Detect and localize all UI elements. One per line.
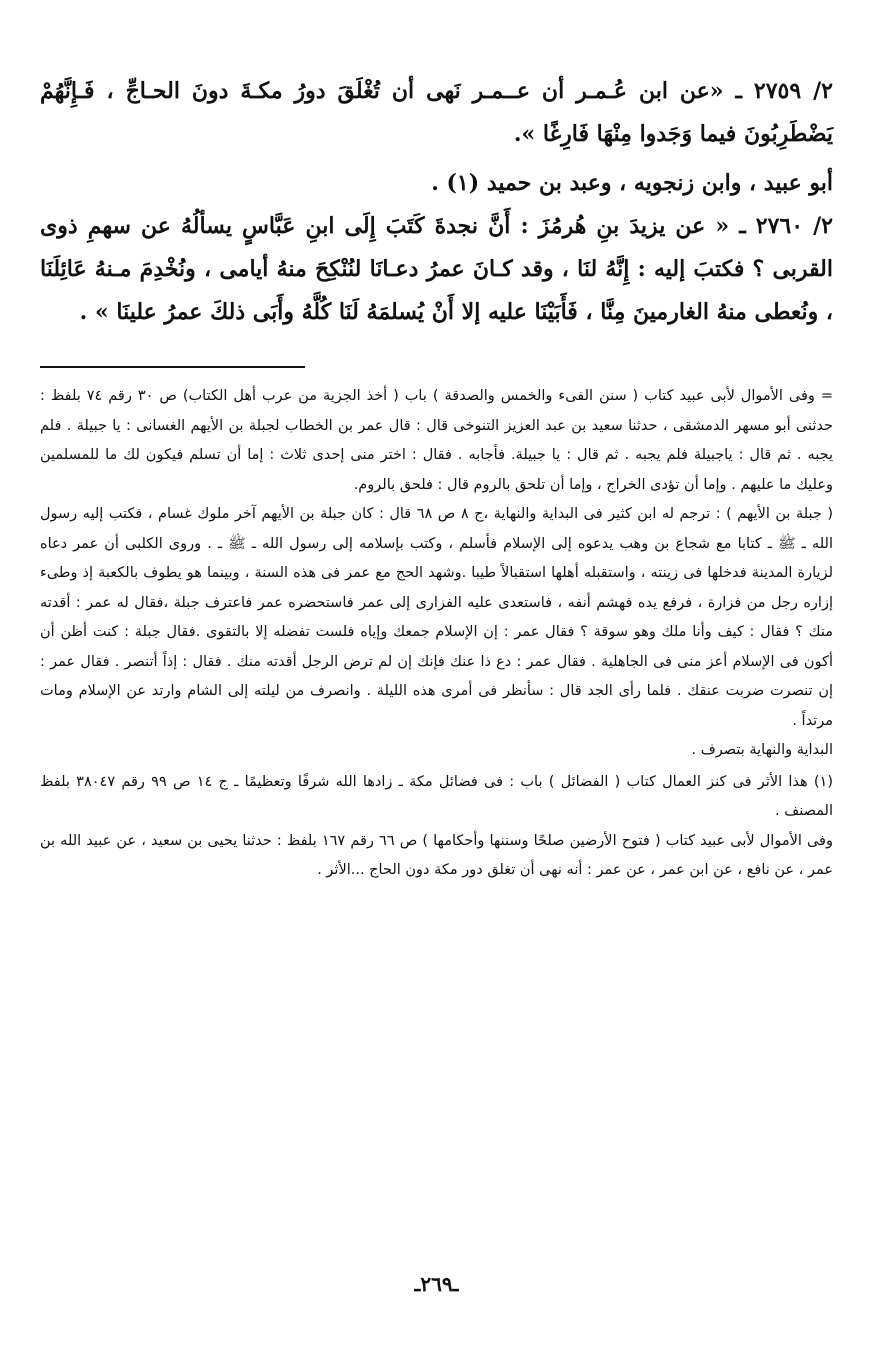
footnote-1-kanz: (١) هذا الأثر فى كنز العمال كتاب ( الفضائل ) باب : فى فضائل مكة ـ زادها الله شرفًا وتعظيمًا ـ ج ١٤ ص ٩٩ رقم ٣٨٠٤٧ بلفظ المصنف . <box>40 773 834 819</box>
footnote-continuation-abu-ubaid: = وفى الأموال لأبى عبيد كتاب ( سنن الفىء والخمس والصدقة ) باب ( أخذ الجزية من عرب أهل الكتاب) ص ٣٠ رقم ٧٤ بلفظ : حدثنى أبو مسهر الدمشقى ، حدثنا سعيد بن عبد العزيز التنوخى قال : قال عمر بن الخطاب لجبلة بن الأيهم الغسانى : يا جبيلة . فلم يجبه . ثم قال : ياجبيلة فلم يجبه . ثم قال : يا جبيلة. فأجابه . فقال : اختر منى إحدى ثلاث : إما أن تسلم فيكون لك ما للمسلمين وعليك ما عليهم . وإما أن تؤدى الخراج ، وإما أن تلحق بالروم قال : فلحق بالروم. <box>40 388 833 493</box>
footnotes <box>40 382 833 886</box>
hadith-2759: ٢/ ٢٧٥٩ ـ «عن ابن عُـمـر أن عــمـر نَهى أن تُغْلَقَ دورُ مكـةَ دونَ الحـاجِّ ، فَـإِنَّهُمْ يَضْطَرِبُونَ فيما وَجَدوا مِنْهَا فَارِغًا ». <box>40 78 833 147</box>
hadith-2760: ٢/ ٢٧٦٠ ـ « عن يزيدَ بنِ هُرمُزَ : أَنَّ نجدةَ كَتَبَ إِلَى ابنِ عَبَّاسٍ يسألُهُ عن سهمِ ذوى القربى ؟ فكتبَ إليه : إِنَّهُ لنَا ، وقد كـانَ عمرُ دعـانَا لنُنْكِحَ منهُ أيامى ، ونُخْدِمَ مـنهُ عَائِلَنَا ، ونُعطى منهُ الغارمينَ مِنَّا ، فَأَبَيْنَا عليه إلا أَنْ يُسلمَهُ لَنَا كُلَّهُ وأَبَى ذلكَ عمرُ علينَا » . <box>40 213 833 325</box>
page-body <box>40 70 833 1324</box>
page-number: ـ٢٦٩ـ <box>414 1272 459 1296</box>
footnote-1-amwal: وفى الأموال لأبى عبيد كتاب ( فتوح الأرضين صلحًا وسننها وأحكامها ) ص ٦٦ رقم ١٦٧ بلفظ : حدثنا يحيى بن سعيد ، عن عبيد الله بن عمر ، عن نافع ، عن ابن عمر ، عن عمر : أنه نهى أن تغلق دور مكة دون الحاج ...الأثر . <box>40 832 833 878</box>
hadith-2759-source: أبو عبيد ، وابن زنجويه ، وعبد بن حميد (١) . <box>431 170 833 196</box>
footnote-jabala-biography: ( جبلة بن الأيهم ) : ترجم له ابن كثير فى البداية والنهاية ،ج ٨ ص ٦٨ قال : كان جبلة بن الأيهم آخر ملوك غسام ، فكتب إليه رسول الله ـ ﷺ ـ كتابا مع شجاع بن وهب يدعوه إلى الإسلام فأسلم ، وكتب بإسلامه إلى رسول الله ـ ﷺ ـ . وروى الكلبى أن عمر دعاه لزيارة المدينة فدخلها فى زينته ، واستقبله أهلها استقبالاً طيبا .وشهد الحج مع عمر فى هذه السنة ، وبينما هو يطوف بالكعبة إذ وطىء إزاره رجل من فزارة ، فرفع يده فهشم أنفه ، فاستعدى عليه الفزارى إلى عمر فاستحضره عمر فاعترف جبلة ،فقال له عمر : أقدته منك ؟ فقال : كيف وأنا ملك وهو سوقة ؟ فقال عمر : إن الإسلام جمعك وإياه فلست تفضله إلا بالتقوى .فقال جبلة : كنت أظن أن أكون فى الإسلام أعز منى فى الجاهلية . فقال عمر : دع ذا عنك فإنك إن لم ترض الرجل أقدته منك . فقال : إذاً أتنصر . فقال عمر : إن تنصرت ضربت عنقك . فلما رأى الجد قال : سأنظر فى أمرى هذه الليلة . وانصرف من ليلته إلى الشام وارتد عن الإسلام ومات مرتداً . <box>40 506 834 729</box>
footnote-separator <box>40 366 305 368</box>
main-text <box>40 70 833 334</box>
footnote-source-note: البداية والنهاية بتصرف . <box>691 742 833 758</box>
